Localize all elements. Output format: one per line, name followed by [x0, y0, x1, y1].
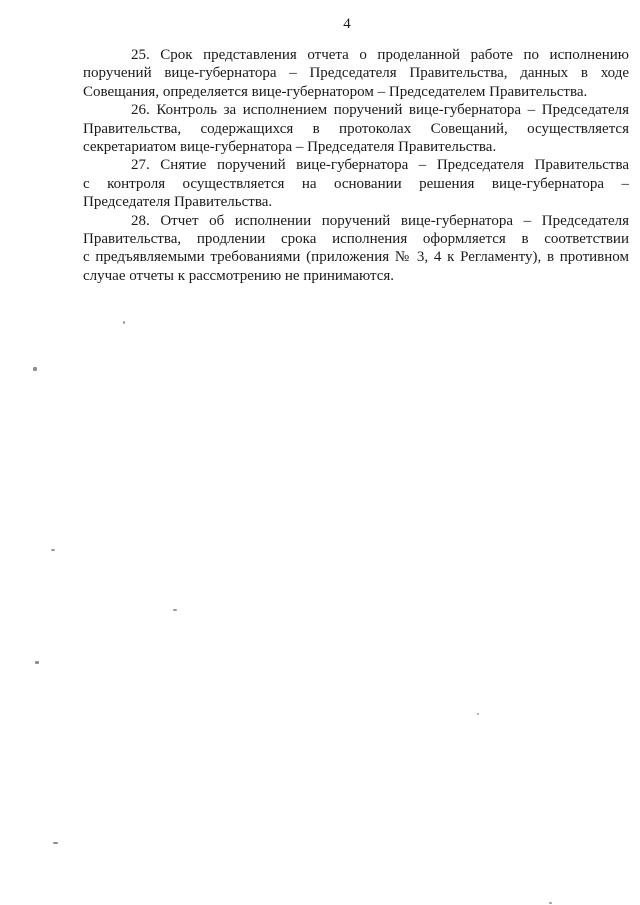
- scan-speck: [51, 549, 55, 551]
- paragraph-line: с предъявляемыми требованиями (приложения № 3, 4 к Регламенту), в противном: [83, 249, 629, 266]
- paragraph-line: 27. Снятие поручений вице-губернатора – Председателя Правительства: [131, 157, 629, 174]
- paragraph-line: Правительства, продлении срока исполнения оформляется в соответствии: [83, 231, 629, 248]
- paragraph-line: с контроля осуществляется на основании решения вице-губернатора –: [83, 175, 629, 192]
- scan-speck: [123, 321, 125, 324]
- paragraph: [83, 46, 629, 101]
- paragraph-line: 25. Срок представления отчета о проделанной работе по исполнению: [131, 47, 629, 63]
- paragraph-line: 26. Контроль за исполнением поручений вице-губернатора – Председателя: [131, 102, 629, 119]
- scan-speck: [173, 609, 177, 611]
- scan-speck: [53, 842, 58, 844]
- document-body: [83, 46, 629, 285]
- scan-speck: [35, 661, 39, 664]
- paragraph-line: 28. Отчет об исполнении поручений вице-губернатора – Председателя: [131, 212, 629, 229]
- paragraph-line: секретариатом вице-губернатора – Председателя Правительства.: [83, 139, 497, 156]
- paragraph-line: Правительства, содержащихся в протоколах Совещаний, осуществляется: [83, 120, 629, 137]
- scan-speck: [477, 713, 479, 715]
- paragraph: [83, 101, 629, 156]
- paragraph-line: поручений вице-губернатора – Председателя Правительства, данных в ходе: [83, 65, 629, 82]
- scan-speck: [33, 367, 37, 371]
- paragraph-line: Совещания, определяется вице-губернатором – Председателем Правительства.: [83, 83, 588, 100]
- paragraph: [83, 156, 629, 211]
- scan-speck: [549, 902, 552, 904]
- paragraph-line: случае отчеты к рассмотрению не принимаются.: [83, 267, 395, 284]
- page-number: 4: [343, 16, 351, 32]
- paragraph: [83, 212, 629, 286]
- paragraph-line: Председателя Правительства.: [83, 194, 273, 211]
